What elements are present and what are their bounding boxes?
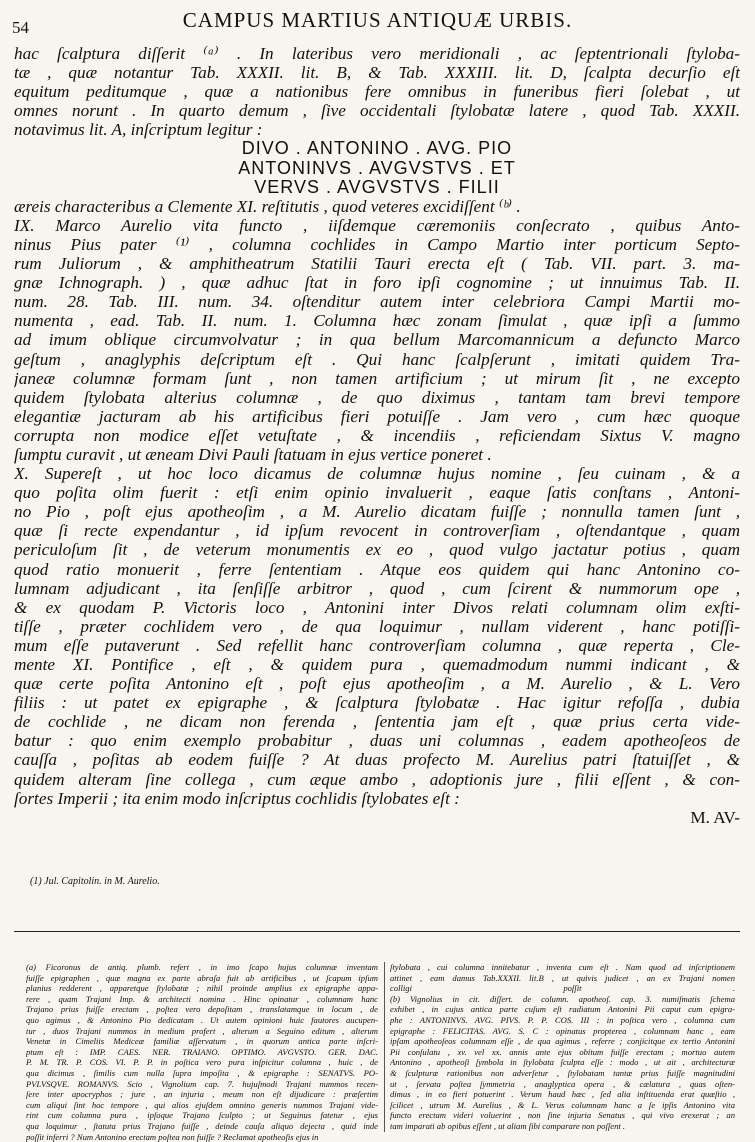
text-line: ſumptu curavit , ut æneam Divi Pauli ſtatuam in ejus vertice poneret . [14,445,740,464]
footnote-line: Trajano prius fuiſſe erectam , poſtea vero depoſitam , translatamque in locum , de [26,1004,378,1015]
main-text [14,44,740,827]
text-line: rum Juliorum , & amphitheatrum Statilii Tauri erecta eſt ( Tab. VII. part. 3. ma- [14,254,740,273]
footnote-line: rere , quam Trajani Imp. & architecti nomina . Hinc opinatur , columnam hanc [26,994,378,1005]
text-line: cauſſa , poſitas ab eodem fuiſſe ? At duas profecto M. Aurelius patri ſtatuiſſet , & [14,750,740,769]
text-line: corrupta non modice eſſet vetuſtate , & incendiis , reficiendam Sixtus V. magno [14,426,740,445]
column-divider [384,962,385,1132]
text-line: quod ratio monuerit , ferre ſententiam . Atque eos quidem qui hanc Antonino co- [14,560,740,579]
footnote-line: P. M. TR. P. COS. VI. P. P. in poſtica vero pura inſpicitur columna , huic , de [26,1057,378,1068]
text-line: mente XI. Pontifice , eſt , & quidem pura , quemadmodum nummi indicant , & [14,655,740,674]
text-line: quidem alteram ſine collega , cum æque ambo , adoptionis jure , filii eſſent , & con- [14,770,740,789]
footnote-line: Venetæ in Cimeliis Mediceæ familiæ aſſervatum , in quorum antica parte inſcri- [26,1036,378,1047]
footnote-line: fuiſſe epigraphen , quæ magna ex parte abraſa fuit ab artificibus , ut ſcapum ipſum [26,973,378,984]
footnote-line: ut , ſervata poſtea ſymmetria , anaglyptica opera , & cælatura , quas oſten- [390,1079,735,1090]
text-line: quidem ſtylobata alterius columnæ , de quo diximus , tantam tam brevi tempore [14,388,740,407]
footnote-line: cum aliqui ſint hoc tempore , qui alios ejuſdem omnino generis nummos Trajani vide- [26,1100,378,1111]
footnote-line: ſcilicet , utrum M. Aurelius , & L. Verus columnam hanc a ſe ipſis Antonino vita [390,1100,735,1111]
footnote-line: (a) Ficoronus de antiq. plumb. refert , in imo ſcapo hujus columnæ inventam [26,962,378,973]
footnote-line: (b) Vignolius in cit. diſſert. de column. apotheoſ. cap. 3. numiſmatis ſchema [390,994,735,1005]
text-line: M. AV- [14,808,740,827]
text-line: janeæ columnæ formam ſunt , non tamen artificium ; ut mirum ſit , ne excepto [14,369,740,388]
footnotes-left-column [26,962,378,1142]
footnote-rule [14,931,740,932]
text-line: quæ certe poſita Antonino eſt , poſt ejus apotheoſim , a M. Aurelio , & L. Vero [14,674,740,693]
text-line: periculoſum ſit , de veterum monumentis ex eo , quod vulgo jactatur potius , quam [14,540,740,559]
text-line: omnes norunt . In quarto demum , ſive occidentali ſtylobatæ latere , quod Tab. XXXII. [14,101,740,120]
text-line: numenta , ead. Tab. II. num. 1. Columna hæc zonam ſimulat , quæ ipſi a ſummo [14,311,740,330]
footnote-capitolinus: (1) Jul. Capitolin. in M. Aurelio. [30,876,160,887]
text-line: VERVS . AVGVSTVS . FILII [14,178,740,197]
text-line: æreis characteribus a Clemente XI. reſtitutis , quod veteres excidiſſent ⁽ᵇ⁾ . [14,197,740,216]
footnote-line: tam imparati ab opibus eſſent , ut aliam ſibi comparare non poſſent . [390,1121,735,1132]
text-line: X. Supereſt , ut hoc loco dicamus de columnæ hujus nomine , ſeu cuinam , & a [14,464,740,483]
text-line: notavimus lit. A, inſcriptum legitur : [14,120,740,139]
text-line: lumnam adjudicant , ita ſenſiſſe arbitror , quod , cum ſcirent & nummorum ope , [14,579,740,598]
page-header [0,6,755,34]
page-number: 54 [12,18,29,38]
footnote-line: exhibet , in cujus antica parte cuſum eſt radiatum Antonini Pii caput cum epigra- [390,1004,735,1015]
text-line: quæ ſi recte expendantur , id ipſum revocent in controverſiam , oſtendantque , quam [14,521,740,540]
footnote-line: epigraphe : FELICITAS. AVG. S. C : opinatus propterea , columnam hanc , eam [390,1026,735,1037]
footnote-line: qua loquimur , ſtatuta prius Trajano fuiſſe , deinde cauſa aliquo dejecta , quid inde [26,1121,378,1132]
running-title: CAMPUS MARTIUS ANTIQUÆ URBIS. [0,8,755,33]
footnote-line: & ſculpturæ rationibus non adverſetur , ſtylobatam tantæ prius fuiſſe magnitudini [390,1068,735,1079]
text-line: ANTONINVS . AVGVSTVS . ET [14,159,740,178]
text-line: hac ſcalptura diſſerit ⁽ᵃ⁾ . In lateribus vero meridionali , ac ſeptentrionali ſtyloba- [14,44,740,63]
footnote-line: dimus , in eo fieri potuerint . Verum haud hæc , ſed alia inſtituenda erat quæſtio , [390,1089,735,1100]
footnote-line: colligi poſſit . [390,983,735,994]
text-line: quo poſita olim fuerit : etſi enim opinio invaluerit , eaque ſatis conſtans , Antoni- [14,483,740,502]
footnote-line: quo agimus , & Antonino Pio dedicatam . Ut autem opinioni huic fautores aucupen- [26,1015,378,1026]
text-line: elegantiæ jacturam ab his artificibus fieri potuiſſe . Jam vero , cum hæc quoque [14,407,740,426]
text-line: num. 28. Tab. III. num. 34. oſtenditur autem inter celebriora Campi Martii mo- [14,292,740,311]
text-line: ſortes Imperii ; ita enim modo inſcriptus cochlidis ſtylobates eſt : [14,789,740,808]
text-line: no Pio , poſt ejus apotheoſim , a M. Aurelio dicatam fuiſſe ; nonnulla tamen ſunt , [14,502,740,521]
text-line: geſtum , anaglyphis deſcriptum eſt . Qui hanc ſcalpſerunt , imitati quidem Tra- [14,350,740,369]
text-line: mum eſſe putaverunt . Sed refellit hanc controverſiam columna , quæ reperta , Cle- [14,636,740,655]
text-line: equitum peditumque , quæ a nationibus fere omnibus in funeribus fieri ſolebat , ut [14,82,740,101]
footnote-line: ſtylobata , cui columna innitebatur , inventa cum eſt . Nam quod ad inſcriptionem [390,962,735,973]
footnote-line: attinet , eam damus Tab.XXXII. lit.B , ut quivis judicet , an ex Trajani nomen [390,973,735,984]
text-line: DIVO . ANTONINO . AVG. PIO [14,139,740,158]
footnote-line: ipſam apotheoſeos columnam eſſe , de qua agimus , referre ; conjicitque ex tertio Antonini [390,1036,735,1047]
footnote-line: ptum eſt : IMP. CAES. NER. TRAIANO. OPTIMO. AVGVSTO. GER. DAC. [26,1047,378,1058]
footnote-line: Pii conſulatu , xv. vel xx. annis ante ejus obitum fuiſſe erectam ; mortuo autem [390,1047,735,1058]
text-line: tiſſe , præter cochlidem vero , de qua loquimur , nullam viderent , hanc potiſſi- [14,617,740,636]
text-line: batur : quo enim exemplo probabitur , duas uni columnas , eadem apotheoſeos de [14,731,740,750]
text-line: filiis : ut patet ex epigraphe , & ſcalptura ſtylobatæ . Hac igitur refoſſa , dubia [14,693,740,712]
text-line: gnæ Ichnograph. ) , quæ adhuc ſtat in foro ipſi cognomine ; ut innuimus Tab. II. [14,273,740,292]
text-line: de cochlide , ne dicam non ferenda , ſententia jam eſt , quæ prius certa vide- [14,712,740,731]
text-line: IX. Marco Aurelio vita functo , iiſdemque cæremoniis conſecrato , quibus Anto- [14,216,740,235]
footnote-line: rint cum columna pura , ipſoque Trajano ſculpto ; ut Seguinus fatetur , ejus [26,1110,378,1121]
footnote-line: planius redderent , apparetque ſtylobatæ ; nihil proinde amplius ex epigraphe appa- [26,983,378,994]
footnotes-right-column [390,962,735,1132]
footnote-line: tur , duos Trajani nummos in medium profert , alterum a Seguino editum , alterum [26,1026,378,1037]
footnote-line: phe : ANTONINVS. AVG. PIVS. P. P. COS. III : in poſtica vero , columna cum [390,1015,735,1026]
text-line: & ex quodam P. Victoris loco , Antonini inter Divos relati columnam olim exſti- [14,598,740,617]
text-line: ninus Pius pater ⁽¹⁾ , columna cochlides in Campo Martio inter porticum Septo- [14,235,740,254]
footnote-line: qua dicimus , ſimilis cum nulla ſupra impoſita , & epigraphe : SENATVS. PO- [26,1068,378,1079]
footnote-line: functo erectam videri voluerint , non ſine injuria Senatus , qui vivo erexerat ; an [390,1110,735,1121]
text-line: ad imum oblique circumvolvatur ; in qua bellum Marcomannicum a defuncto Marco [14,330,740,349]
footnote-line: Antonino , apotheoſi ſymbola in ſtylobata ſculpta eſſe : modo , ut ait , architecturæ [390,1057,735,1068]
text-line: tæ , quæ notantur Tab. XXXII. lit. B, & Tab. XXXIII. lit. D, ſcalpta decurſio eſt [14,63,740,82]
footnote-line: ſere inter apocryphos ; jure , an injuria , meum non eſt dijudicare : præſertim [26,1089,378,1100]
footnote-line: PVLVSQVE. ROMANVS. Scio , Vignolium cap. 7. hujuſmodi Trajani nummos recen- [26,1079,378,1090]
footnote-line: poſſit inferri ? Num Antonino erectam poſtea non fuiſſe ? Reclamat apotheoſis ejus in [26,1132,378,1142]
